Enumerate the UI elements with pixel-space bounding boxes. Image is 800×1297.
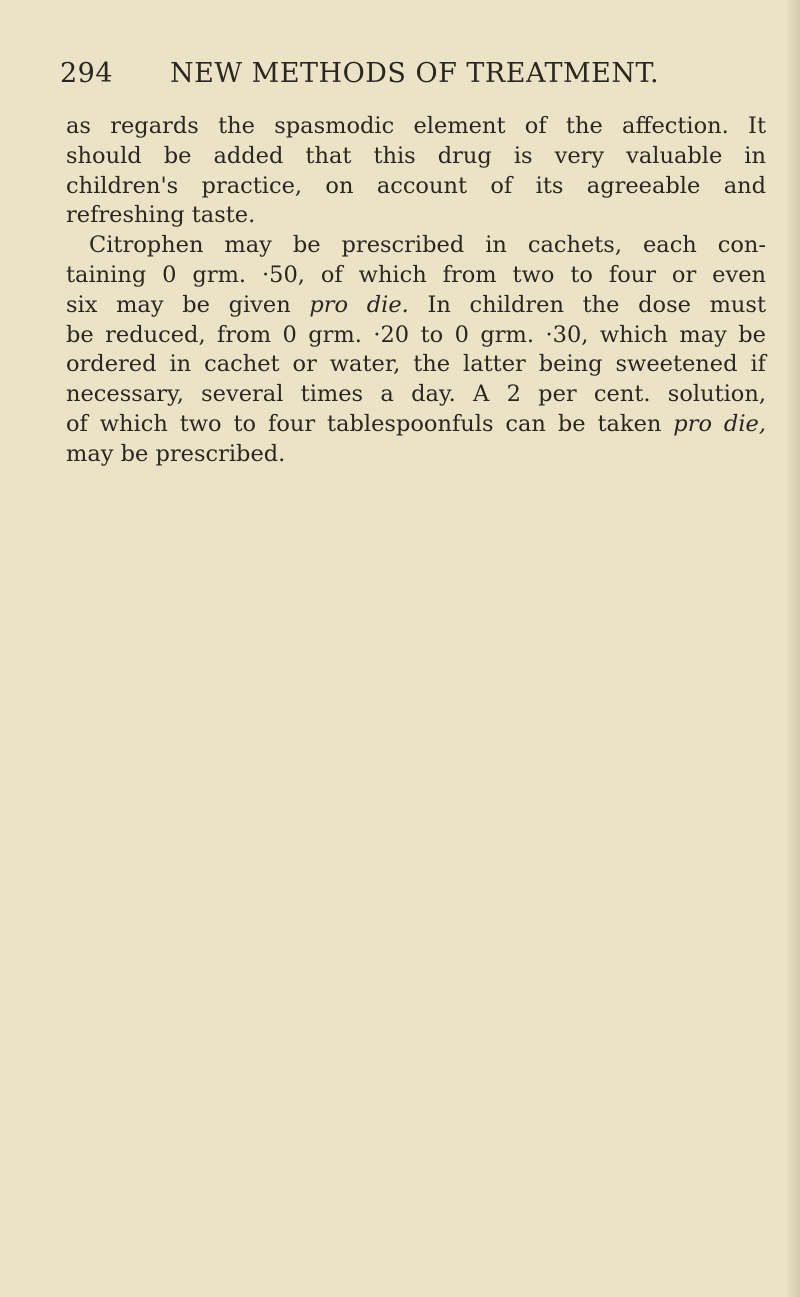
text-line: refreshing taste. xyxy=(66,202,256,229)
text-segment: six may be given xyxy=(66,291,291,318)
text-line: necessary, several times a day. A 2 per cent. solution, xyxy=(66,381,766,408)
text-line: may be prescribed. xyxy=(66,440,286,467)
text-line: be reduced, from 0 grm. ·20 to 0 grm. ·30, which may be xyxy=(66,321,766,348)
text-segment: of which two to four tablespoonfuls can be taken xyxy=(66,410,662,437)
text-line: taining 0 grm. ·50, of which from two to four or even xyxy=(66,261,766,288)
italic-phrase: pro die. xyxy=(309,291,409,318)
text-segment: In children the dose must xyxy=(427,291,767,318)
text-line-mixed xyxy=(66,291,766,321)
text-line: ordered in cachet or water, the latter being sweetened if xyxy=(66,351,766,378)
text-line: should be added that this drug is very valuable in xyxy=(66,142,766,169)
text-line: children's practice, on account of its agreeable and xyxy=(66,172,766,199)
text-line: as regards the spasmodic element of the affection. It xyxy=(66,113,766,139)
italic-phrase: pro die, xyxy=(673,410,766,437)
running-title: NEW METHODS OF TREATMENT. xyxy=(170,58,660,89)
text-line: Citrophen may be prescribed in cachets, each con- xyxy=(89,232,766,259)
page-header xyxy=(60,58,690,98)
page-number: 294 xyxy=(60,58,114,89)
body-text xyxy=(66,112,766,470)
text-line-mixed xyxy=(66,410,766,440)
